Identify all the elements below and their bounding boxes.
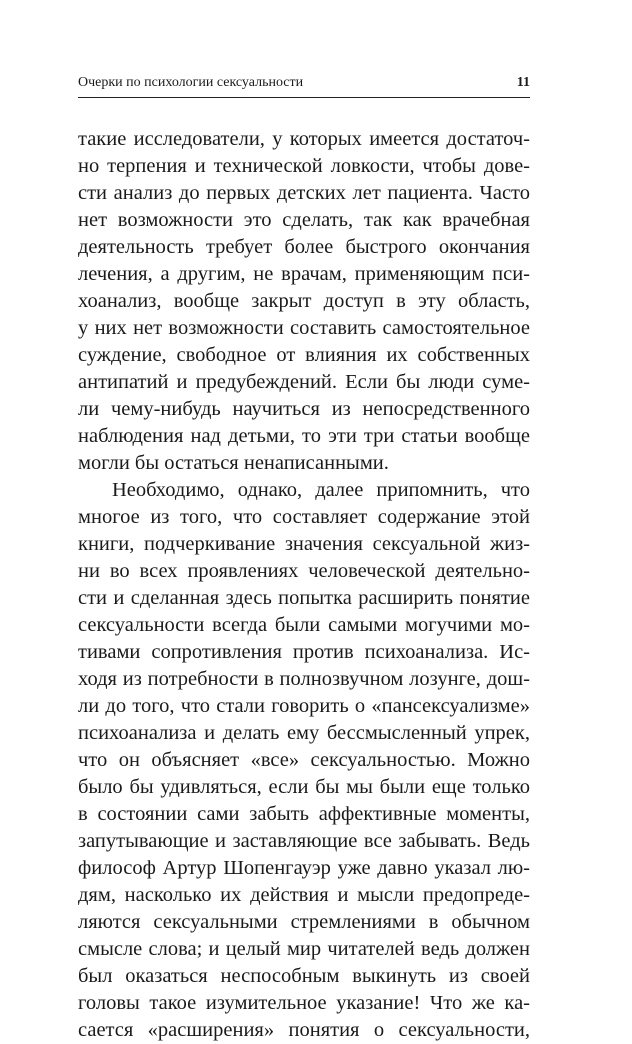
text-line: книги, подчеркивание значения сексуальной жиз- [78, 533, 530, 555]
text-line: сти анализ до первых детских лет пациента. Часто [78, 182, 530, 204]
header-rule [78, 97, 530, 98]
paragraph-end-line: могли бы остаться ненаписанными. [78, 452, 389, 474]
text-line: ходя из потребности в полнозвучном лозунге, дош- [78, 668, 530, 690]
text-line: сексуальности всегда были самыми могучими мо- [78, 614, 530, 636]
text-line: философ Артур Шопенгауэр уже давно указал лю- [78, 857, 530, 879]
text-line: был оказаться неспособным выкинуть из своей [78, 965, 530, 987]
text-line: нет возможности это сделать, так как врачебная [78, 209, 530, 231]
text-line: антипатий и предубеждений. Если бы люди суме- [78, 371, 530, 393]
text-line: ли до того, что стали говорить о «пансексуализме» [78, 695, 530, 717]
text-line: хоанализ, вообще закрыт доступ в эту область, [78, 290, 530, 312]
paragraph-start-line: Необходимо, однако, далее припомнить, что [112, 479, 530, 501]
text-line: наблюдения над детьми, то эти три статьи вообще [78, 425, 530, 447]
running-title: Очерки по психологии сексуальности [78, 75, 304, 90]
text-line: было бы удивляться, если бы мы были еще только [78, 776, 530, 798]
text-line: психоанализа и делать ему бессмысленный упрек, [78, 722, 530, 744]
page-number: 11 [516, 75, 530, 90]
running-head [78, 75, 530, 97]
text-line: такие исследователи, у которых имеется достаточ- [78, 128, 530, 150]
text-line: тивами сопротивления против психоанализа. Ис- [78, 641, 530, 663]
text-line: ляются сексуальными стремлениями в обычном [78, 911, 530, 933]
text-line: ли чему-нибудь научиться из непосредственного [78, 398, 530, 420]
text-line: запутывающие и заставляющие все забывать. Ведь [78, 830, 530, 852]
text-line: суждение, свободное от влияния их собственных [78, 344, 530, 366]
text-line: многое из того, что составляет содержание этой [78, 506, 530, 528]
text-line: сти и сделанная здесь попытка расширить понятие [78, 587, 530, 609]
text-line: дям, насколько их действия и мысли предопреде- [78, 884, 530, 906]
text-line: в состоянии сами забыть аффективные моменты, [78, 803, 530, 825]
text-line: деятельность требует более быстрого окончания [78, 236, 530, 258]
text-line: ни во всех проявлениях человеческой деятельно- [78, 560, 530, 582]
text-line: лечения, а другим, не врачам, применяющим пси- [78, 263, 530, 285]
text-line: сается «расширения» понятия о сексуальности, [78, 1019, 530, 1041]
text-line: что он объясняет «все» сексуальностью. Можно [78, 749, 530, 771]
body-text [78, 126, 530, 1044]
text-line: но терпения и технической ловкости, чтобы дове- [78, 155, 530, 177]
text-line: у них нет возможности составить самостоятельное [78, 317, 530, 339]
text-line: смысле слова; и целый мир читателей ведь должен [78, 938, 530, 960]
text-line: головы такое изумительное указание! Что же ка- [78, 992, 530, 1014]
